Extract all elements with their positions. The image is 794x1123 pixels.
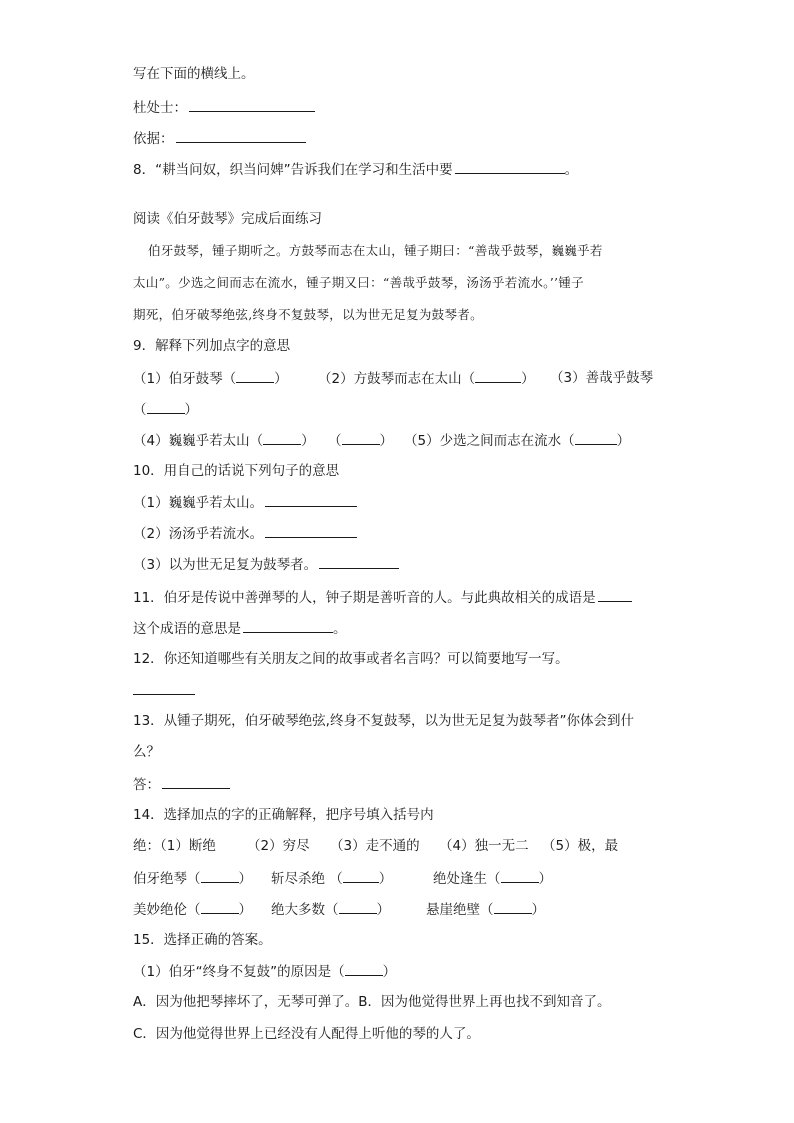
q14-option: （3）走不通的 bbox=[330, 838, 420, 854]
q9-blank-4[interactable] bbox=[263, 430, 301, 445]
q14-blank[interactable] bbox=[201, 868, 239, 883]
q13-answer-line: 答： bbox=[133, 774, 230, 795]
q14-word: 悬崖绝壁（ ） bbox=[426, 899, 545, 920]
q14-blank[interactable] bbox=[501, 868, 539, 883]
q9-blank-4b[interactable] bbox=[342, 430, 380, 445]
question-11-line2: 这个成语的意思是 。 bbox=[133, 618, 347, 639]
q15-option-c-line bbox=[133, 1024, 480, 1044]
option-a[interactable]: A．因为他把琴摔坏了，无琴可弹了。 bbox=[133, 994, 359, 1010]
passage-line: 期死，伯牙破琴绝弦,终身不复鼓琴，以为世无足复为鼓琴者。 bbox=[133, 307, 483, 322]
q14-option: （2）穷尽 bbox=[247, 838, 310, 854]
q15-sub-1: （1）伯牙“终身不复鼓”的原因是（ ） bbox=[133, 961, 396, 982]
q9-item-3: （3）善哉乎鼓琴 bbox=[550, 370, 654, 386]
question-15-title: 15．选择正确的答案。 bbox=[133, 932, 272, 948]
q15-blank[interactable] bbox=[345, 961, 383, 976]
q13-answer-blank[interactable] bbox=[162, 774, 230, 789]
q10-blank-3[interactable] bbox=[319, 554, 399, 569]
question-11: 11．伯牙是传说中善弹琴的人，钟子期是善听音的人。与此典故相关的成语是 bbox=[133, 587, 632, 608]
q11-blank-2[interactable] bbox=[243, 618, 333, 633]
question-10-title: 10．用自己的话说下列句子的意思 bbox=[133, 463, 340, 479]
q14-blank[interactable] bbox=[339, 899, 377, 914]
q14-word: 斩尽杀绝 （ ） bbox=[271, 868, 392, 889]
q9-item-4b: （ ） bbox=[328, 430, 393, 451]
question-9-title: 9．解释下列加点字的意思 bbox=[133, 338, 291, 354]
q14-blank[interactable] bbox=[494, 899, 532, 914]
du-chushi-line: 杜处士： bbox=[133, 97, 315, 118]
q14-word: 绝处逢生（ ） bbox=[433, 868, 552, 889]
intro-line: 写在下面的横线上。 bbox=[133, 66, 255, 82]
question-14-title: 14．选择加点的字的正确解释，把序号填入括号内 bbox=[133, 807, 434, 823]
q14-option: （4）独一无二 bbox=[439, 838, 529, 854]
q9-item-5: （5）少选之间而志在流水（ ） bbox=[404, 430, 630, 451]
q14-option: （5）极，最 bbox=[542, 838, 619, 854]
q10-item: （3）以为世无足复为鼓琴者。 bbox=[133, 554, 399, 575]
q9-item-4: （4）巍巍乎若太山（ ） bbox=[133, 430, 315, 451]
q14-word: 美妙绝伦（ ） bbox=[133, 899, 252, 920]
passage-line: 伯牙鼓琴，锺子期听之。方鼓琴而志在太山，锺子期曰：“善哉乎鼓琴，巍巍乎若 bbox=[148, 243, 603, 258]
q8-blank[interactable] bbox=[455, 159, 565, 174]
q11-blank-1[interactable] bbox=[598, 587, 632, 602]
q14-word: 伯牙绝琴（ ） bbox=[133, 868, 252, 889]
question-13: 13．从锺子期死，伯牙破琴绝弦,终身不复鼓琴，以为世无足复为鼓琴者”你体会到什 bbox=[133, 713, 634, 729]
q10-item: （1）巍巍乎若太山。 bbox=[133, 492, 357, 513]
q9-item-2: （2）方鼓琴而志在太山（ ） bbox=[318, 368, 535, 389]
q14-word: 绝大多数（ ） bbox=[271, 899, 390, 920]
q9-blank-2[interactable] bbox=[475, 368, 521, 383]
q9-item-3-paren: （ ） bbox=[133, 399, 198, 420]
q9-blank-1[interactable] bbox=[236, 368, 274, 383]
q9-blank-5[interactable] bbox=[575, 430, 617, 445]
yiju-blank[interactable] bbox=[176, 128, 306, 143]
option-c[interactable]: C．因为他觉得世界上已经没有人配得上听他的琴的人了。 bbox=[133, 1026, 480, 1042]
q9-item-1: （1）伯牙鼓琴（ ） bbox=[133, 368, 288, 389]
q15-options-ab bbox=[133, 992, 611, 1012]
question-12: 12．你还知道哪些有关朋友之间的故事或者名言吗？可以简要地写一写。 bbox=[133, 651, 569, 667]
reading-title: 阅读《伯牙鼓琴》完成后面练习 bbox=[133, 211, 322, 227]
du-chushi-blank[interactable] bbox=[189, 97, 315, 112]
q10-item: （2）汤汤乎若流水。 bbox=[133, 523, 357, 544]
passage-line: 太山”。少选之间而志在流水，锺子期又曰：“善哉乎鼓琴，汤汤乎若流水。’’锺子 bbox=[133, 275, 584, 290]
q14-blank[interactable] bbox=[201, 899, 239, 914]
q14-blank[interactable] bbox=[343, 868, 379, 883]
yiju-line: 依据： bbox=[133, 128, 306, 149]
q12-blank[interactable] bbox=[133, 693, 195, 695]
option-b[interactable]: B．因为他觉得世界上再也找不到知音了。 bbox=[358, 994, 611, 1010]
q10-blank-2[interactable] bbox=[265, 523, 357, 538]
question-13-line2: 么？ bbox=[133, 744, 160, 760]
q10-blank-1[interactable] bbox=[265, 492, 357, 507]
question-8: 8．“耕当问奴，织当问婢”告诉我们在学习和生活中要 。 bbox=[133, 159, 578, 180]
q14-option: 绝：（1）断绝 bbox=[133, 838, 216, 854]
q9-blank-3[interactable] bbox=[147, 399, 185, 414]
